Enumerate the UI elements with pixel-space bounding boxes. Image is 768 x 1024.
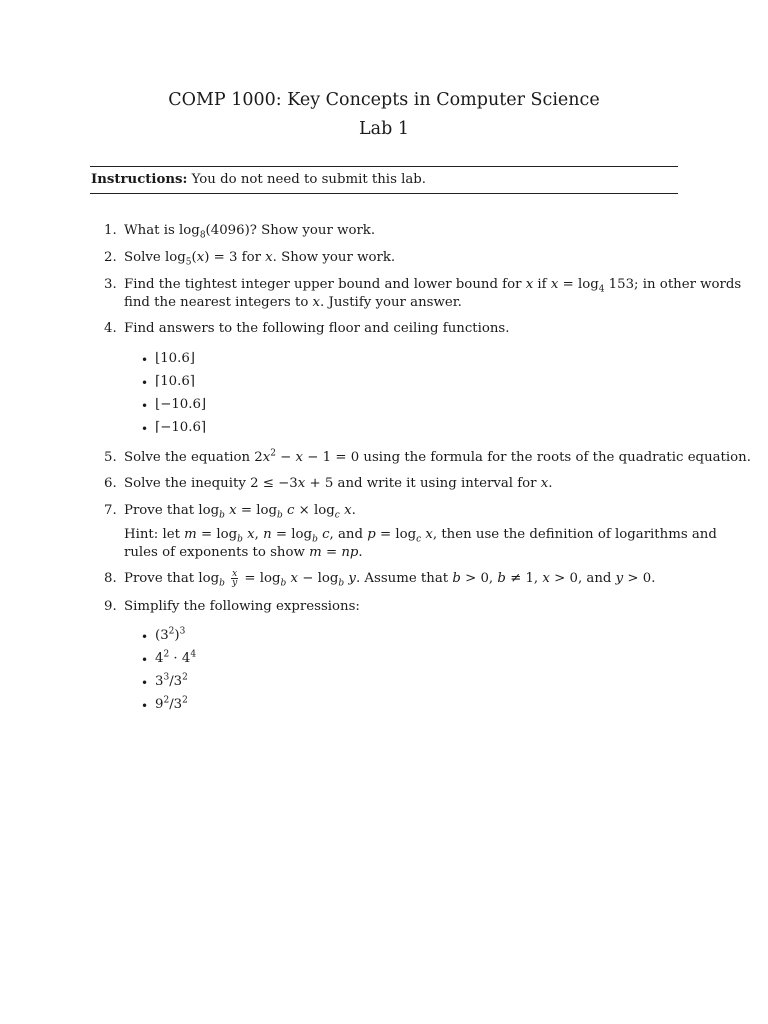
question-text: Simplify the following expressions:	[124, 599, 360, 614]
bullet-icon: •	[141, 399, 149, 413]
question-text: find the nearest integers to x. Justify your answer.	[124, 295, 462, 310]
question-number: 2.	[104, 250, 117, 265]
list-item: ⌈10.6⌉	[155, 374, 195, 389]
instructions	[91, 171, 677, 189]
bullet-icon: •	[141, 630, 149, 644]
bullet-icon: •	[141, 699, 149, 713]
instructions-label: Instructions:	[91, 172, 188, 187]
question-text: Solve the equation $2x^2 - x - 1 = 0$ using the formula for the roots of the quadratic equation.	[124, 448, 751, 465]
list-item: $9^2/3^2$	[155, 695, 188, 712]
question-text: Find the tightest integer upper bound and lower bound for x if $x = \log_4 153$; in other words	[124, 277, 742, 295]
bullet-icon: •	[141, 376, 149, 390]
question-hint: Hint: let $m = \log_b x$, $n = \log_b c$, and $p = \log_c x$, then use the definition of logarithms and	[124, 527, 717, 545]
question-number: 3.	[104, 277, 117, 292]
list-item: $3^3/3^2$	[155, 672, 188, 689]
question-number: 4.	[104, 321, 117, 336]
list-item: $4^2 \cdot 4^4$	[155, 649, 197, 666]
instructions-text: You do not need to submit this lab.	[191, 172, 427, 187]
bullet-icon: •	[141, 676, 149, 690]
page-subtitle: Lab 1	[359, 119, 409, 139]
question-number: 7.	[104, 503, 117, 518]
list-item: ⌊10.6⌋	[155, 351, 195, 366]
list-item: $(3^2)^3$	[155, 626, 186, 643]
question-number: 9.	[104, 599, 117, 614]
question-number: 6.	[104, 476, 117, 491]
question-number: 5.	[104, 450, 117, 465]
bullet-icon: •	[141, 422, 149, 436]
question-text: Solve $\log_5(x) = 3$ for x. Show your work.	[124, 250, 396, 268]
divider-top	[90, 166, 678, 167]
question-hint: rules of exponents to show m = np.	[124, 545, 363, 560]
question-number: 1.	[104, 223, 117, 238]
question-text: Solve the inequity 2 ≤ −3x + 5 and write it using interval for x.	[124, 476, 553, 491]
list-item: ⌈−10.6⌉	[155, 420, 207, 435]
divider-bottom	[90, 193, 678, 194]
bullet-icon: •	[141, 653, 149, 667]
question-text: Find answers to the following floor and ceiling functions.	[124, 321, 510, 336]
bullet-icon: •	[141, 353, 149, 367]
question-number: 8.	[104, 571, 117, 586]
question-text: What is $\log_8(4096)$? Show your work.	[124, 223, 376, 241]
question-text: Prove that $\log_b$ $\frac{x}{y}$ = $\log_b x - \log_b y$. Assume that b > 0, b ≠ 1, x > 0, and y > 0.	[124, 569, 656, 589]
question-text: Prove that $\log_b x = \log_b c \times \log_c x$.	[124, 503, 356, 521]
page-title: COMP 1000: Key Concepts in Computer Science	[168, 90, 600, 110]
list-item: ⌊−10.6⌋	[155, 397, 207, 412]
